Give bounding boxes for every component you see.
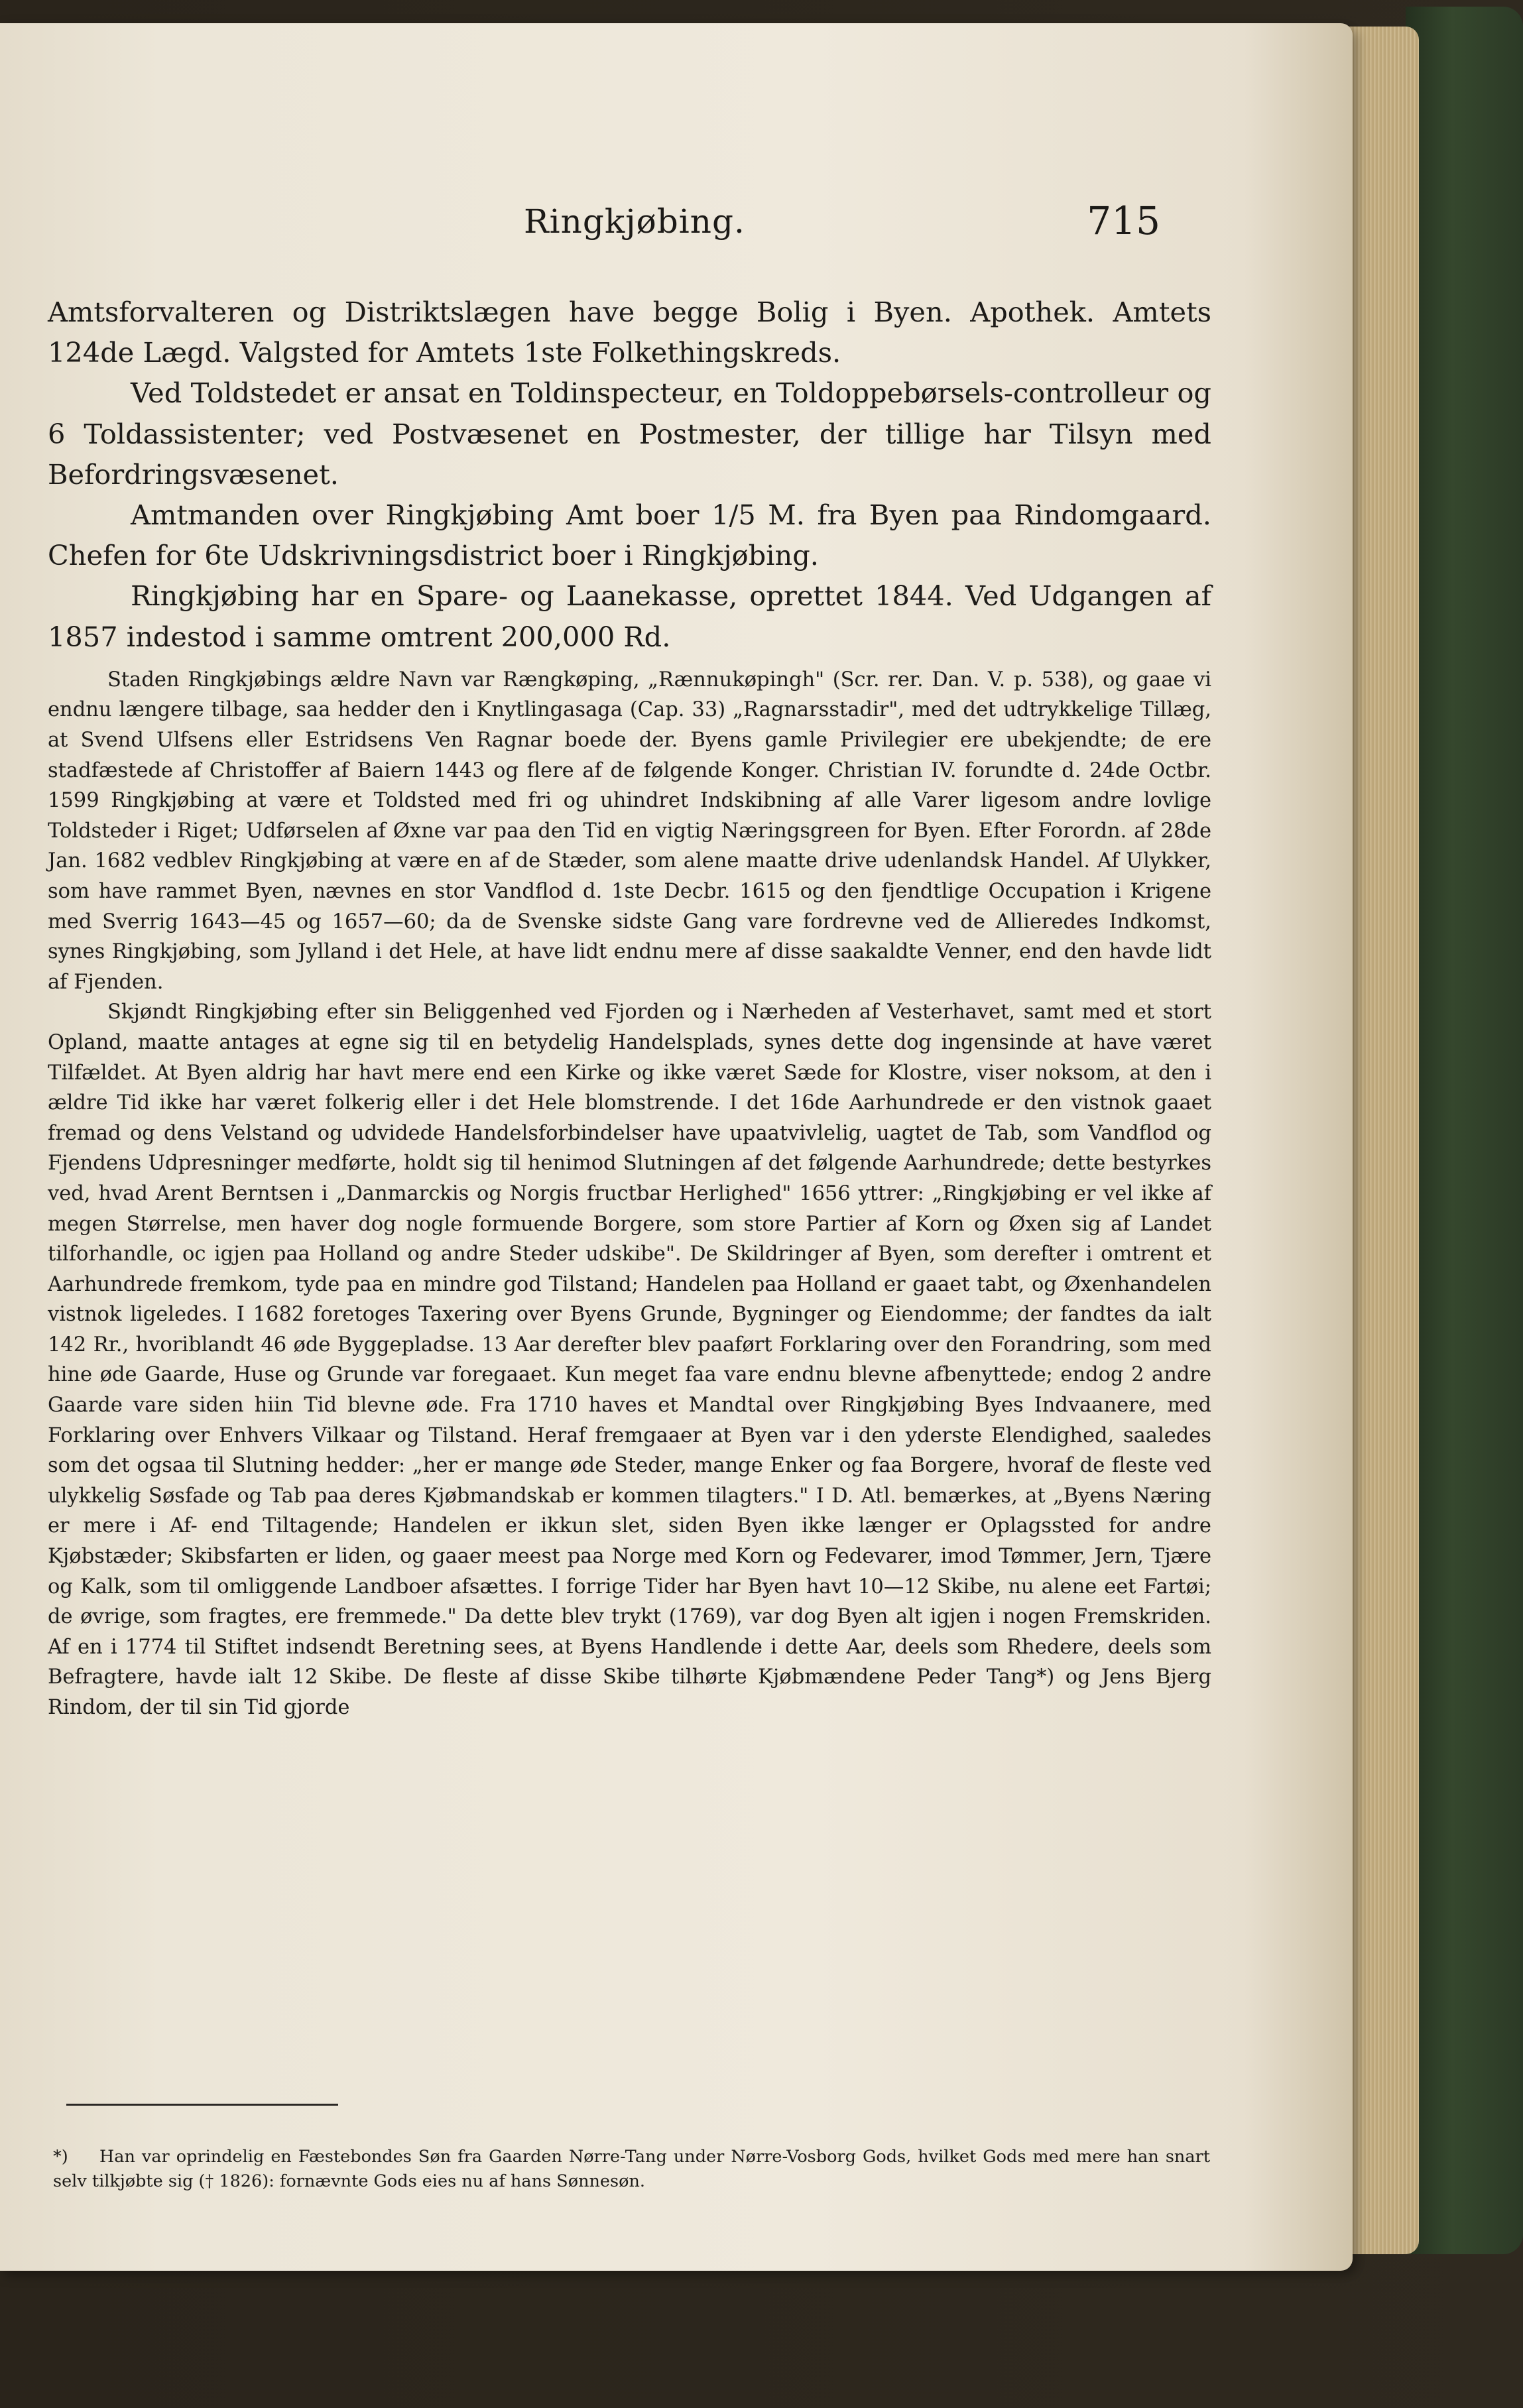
book-page [0,23,1353,2271]
page-header [46,198,1160,249]
paragraph-small: Staden Ringkjøbings ældre Navn var Rængkøping, „Rænnukøpingh" (Scr. rer. Dan. V. p. 538), og gaae vi endnu længere tilbage, saa hedder den i Knytlingasaga (Cap. 33) „Ragnarsstadir", med det udtrykkelige Tillæg, at Svend Ulfsens eller Estridsens Ven Ragnar boede der. Byens gamle Privilegier ere ubekjendte; de ere stadfæstede af Christoffer af Baiern 1443 og flere af de følgende Konger. Christian IV. forundte d. 24de Octbr. 1599 Ringkjøbing at være et Toldsted med fri og uhindret Indskibning af alle Varer ligesom andre lovlige Toldsteder i Riget; Udførselen af Øxne var paa den Tid en vigtig Næringsgreen for Byen. Efter Forordn. af 28de Jan. 1682 vedblev Ringkjøbing at være en af de Stæder, som alene maatte drive udenlandsk Handel. Af Ulykker, som have rammet Byen, nævnes en stor Vandflod d. 1ste Decbr. 1615 og den fjendtlige Occupation i Krigene med Sverrig 1643—45 og 1657—60; da de Svenske sidste Gang vare fordrevne ved de Allieredes Indkomst, synes Ringkjøbing, som Jylland i det Hele, at have lidt endnu mere af disse saakaldte Venner, end den havde lidt af Fjenden. [48,668,1211,994]
paragraph: Ringkjøbing har en Spare- og Laanekasse, oprettet 1844. Ved Udgangen af 1857 indestod i samme omtrent 200,000 Rd. [48,579,1211,653]
body-text [48,292,1211,1723]
paragraph-small: Skjøndt Ringkjøbing efter sin Beliggenhed ved Fjorden og i Nærheden af Vesterhavet, samt med et stort Opland, maatte antages at egne sig til en betydelig Handelsplads, synes dette dog ingensinde at have været Tilfældet. At Byen aldrig har havt mere end een Kirke og ikke været Sæde for Klostre, viser noksom, at den i ældre Tid ikke har været folkerig eller i det Hele blomstrende. I det 16de Aarhundrede er den vistnok gaaet fremad og dens Velstand og udvidede Handelsforbindelser have upaatvivlelig, uagtet de Tab, som Vandflod og Fjendens Udpresninger medførte, holdt sig til henimod Slutningen af det følgende Aarhundrede; dette bestyrkes ved, hvad Arent Berntsen i „Danmarckis og Norgis fructbar Herlighed" 1656 yttrer: „Ringkjøbing er vel ikke af megen Størrelse, men haver dog nogle formuende Borgere, som store Partier af Korn og Øxen sig af Landet tilforhandle, oc igjen paa Holland og andre Steder udskibe". De Skildringer af Byen, som derefter i omtrent et Aarhundrede fremkom, tyde paa en mindre god Tilstand; Handelen paa Holland er gaaet tabt, og Øxenhandelen vistnok ligeledes. I 1682 foretoges Taxering over Byens Grunde, Bygninger og Eiendomme; der fandtes da ialt 142 Rr., hvoriblandt 46 øde Byggepladse. 13 Aar derefter blev paaført Forklaring over den Forandring, som med hine øde Gaarde, Huse og Grunde var foregaaet. Kun meget faa vare endnu blevne afbenyttede; endog 2 andre Gaarde vare siden hiin Tid blevne øde. Fra 1710 haves et Mandtal over Ringkjøbing Byes Indvaanere, med Forklaring over Enhvers Vilkaar og Tilstand. Heraf fremgaaer at Byen var i den yderste Elendighed, saaledes som det ogsaa til Slutning hedder: „her er mange øde Steder, mange Enker og faa Borgere, hvoraf de fleste ved ulykkelig Søsfade og Tab paa deres Kjøbmandskab er kommen tilagters." I D. Atl. bemærkes, at „Byens Næring er mere i Af- end Tiltagende; Handelen er ikkun slet, siden Byen ikke længer er Oplagssted for andre Kjøbstæder; Skibsfarten er liden, og gaaer meest paa Norge med Korn og Fedevarer, imod Tømmer, Jern, Tjære og Kalk, som til omliggende Landboer afsættes. I forrige Tider har Byen havt 10—12 Skibe, nu alene eet Fartøi; de øvrige, som fragtes, ere fremmede." Da dette blev trykt (1769), var dog Byen alt igjen i nogen Fremskriden. Af en i 1774 til Stiftet indsendt Beretning sees, at Byens Handlende i dette Aar, deels som Rhedere, deels som Befragtere, havde ialt 12 Skibe. De fleste af disse Skibe tilhørte Kjøbmændene Peder Tang*) og Jens Bjerg Rindom, der til sin Tid gjorde [48,1000,1211,1720]
spacer [48,657,1211,665]
paragraph: Amtsforvalteren og Distriktslægen have begge Bolig i Byen. Apothek. Amtets 124de Lægd. Valgsted for Amtets 1ste Folkethingskreds. [48,296,1211,369]
page-number: 715 [1087,198,1160,243]
footnote-rule [66,2104,338,2106]
running-title: Ringkjøbing. [524,202,745,241]
footnote-mark: *) [53,2147,68,2167]
book-cover-edge [1406,7,1523,2254]
footnote-text: Han var oprindelig en Fæstebondes Søn fra Gaarden Nørre-Tang under Nørre-Vosborg Gods, hvilket Gods med mere han snart selv tilkjøbte sig († 1826): fornævnte Gods eies nu af hans Sønnesøn. [53,2147,1210,2191]
footnote [53,2145,1210,2194]
paragraph: Ved Toldstedet er ansat en Toldinspecteur, en Toldoppebørsels-controlleur og 6 Toldassistenter; ved Postvæsenet en Postmester, der tillige har Tilsyn med Befordringsvæsenet. [48,377,1211,491]
paragraph: Amtmanden over Ringkjøbing Amt boer 1/5 M. fra Byen paa Rindomgaard. Chefen for 6te Udskrivningsdistrict boer i Ringkjøbing. [48,499,1211,572]
